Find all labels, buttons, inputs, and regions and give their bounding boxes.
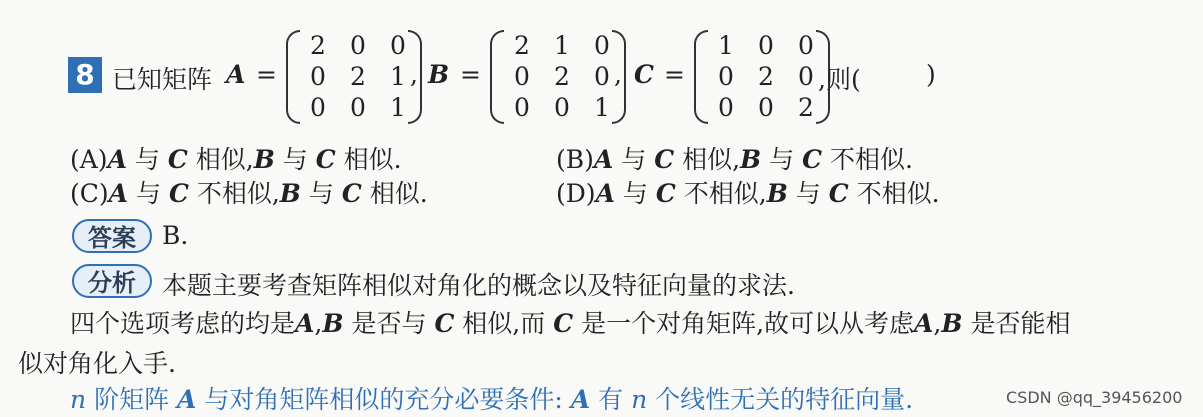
matrix-a-cell: 0 <box>310 62 326 91</box>
option-a-label: (A) <box>70 145 108 174</box>
option-b-var-b: B <box>740 145 762 174</box>
option-b-label: (B) <box>556 145 594 174</box>
analysis-line-4-var-a2: A <box>570 385 591 414</box>
option-b-text-4: 不相似. <box>829 145 913 174</box>
matrix-a-cell: 1 <box>390 93 406 122</box>
option-a-var-c2: C <box>315 145 336 174</box>
analysis-line-4-n: n <box>70 385 87 414</box>
comma-1: , <box>410 60 418 89</box>
matrix-b-cell: 2 <box>554 62 570 91</box>
option-c-text-4: 相似. <box>369 179 428 208</box>
matrix-a-cell: 1 <box>390 62 406 91</box>
problem-close-paren: ) <box>926 60 936 89</box>
analysis-line-2-var-c: C <box>434 309 455 338</box>
equals-a: = <box>256 60 277 89</box>
analysis-line-2-var-a2: A <box>914 309 934 338</box>
analysis-line-4 <box>70 380 913 416</box>
option-c <box>70 174 428 210</box>
analysis-line-2-e: 是否能相 <box>970 309 1071 338</box>
option-d-text-2: 不相似, <box>683 179 767 208</box>
analysis-line-3: 似对角化入手. <box>18 349 176 378</box>
option-d-var-c2: C <box>828 179 849 208</box>
option-b <box>556 140 913 176</box>
option-a-var-a: A <box>107 145 127 174</box>
option-b-text-2: 相似, <box>682 145 741 174</box>
option-b-text-1: 与 <box>621 145 647 174</box>
option-d-var-a: A <box>595 179 615 208</box>
matrix-b-cell: 2 <box>514 31 530 60</box>
matrix-c-cell: 0 <box>718 62 734 91</box>
matrix-c-cell: 0 <box>718 93 734 122</box>
answer-label-pill: 答案 <box>72 219 152 253</box>
matrix-b <box>490 30 626 124</box>
option-a-text-2: 相似, <box>195 145 254 174</box>
watermark: CSDN @qq_39456200 <box>1006 388 1183 407</box>
var-a: A <box>226 60 246 89</box>
option-a <box>70 140 402 176</box>
analysis-line-4-var-a: A <box>177 385 197 414</box>
matrix-b-cell: 0 <box>554 93 570 122</box>
analysis-line-4-d: 个线性无关的特征向量. <box>655 385 914 414</box>
option-c-text-2: 不相似, <box>196 179 280 208</box>
option-c-var-a: A <box>108 179 129 208</box>
analysis-line-2-comma2: , <box>933 309 942 338</box>
option-a-text-1: 与 <box>134 145 160 174</box>
analysis-label-pill: 分析 <box>72 264 152 298</box>
analysis-line-4-c: 有 <box>598 385 624 414</box>
matrix-a-cell: 0 <box>350 31 366 60</box>
matrix-c-cell: 2 <box>758 62 774 91</box>
analysis-line-2-var-b: B <box>322 309 344 338</box>
analysis-line-2-comma: , <box>314 309 323 338</box>
option-b-text-3: 与 <box>769 145 795 174</box>
analysis-line-2-var-a: A <box>295 309 315 338</box>
analysis-line-1: 本题主要考查矩阵相似对角化的概念以及特征向量的求法. <box>162 271 795 300</box>
matrix-b-cell: 0 <box>594 62 610 91</box>
var-c: C <box>634 60 654 89</box>
option-b-var-c2: C <box>802 145 822 174</box>
analysis-line-2-var-b2: B <box>941 309 963 338</box>
analysis-line-2-b: 是否与 <box>351 309 427 338</box>
matrix-c-cell: 0 <box>758 93 774 122</box>
matrix-a-cell: 0 <box>390 31 406 60</box>
matrix-a-cell: 2 <box>310 31 326 60</box>
option-b-var-c: C <box>654 145 675 174</box>
matrix-b-cell: 1 <box>554 31 570 60</box>
analysis-line-2-d: 是一个对角矩阵,故可以从考虑 <box>581 309 915 338</box>
matrix-c-cell: 1 <box>718 31 734 60</box>
equals-c: = <box>664 60 685 89</box>
var-b: B <box>428 60 450 89</box>
option-a-var-b: B <box>253 145 275 174</box>
option-d-text-3: 与 <box>795 179 821 208</box>
option-a-var-c: C <box>167 145 188 174</box>
matrix-a-cell: 2 <box>350 62 366 91</box>
option-d-text-4: 不相似. <box>856 179 940 208</box>
matrix-a-cell: 0 <box>310 93 326 122</box>
option-d-text-1: 与 <box>622 179 648 208</box>
option-d <box>556 174 940 210</box>
matrix-b-cell: 0 <box>514 93 530 122</box>
answer-value: B. <box>162 221 189 250</box>
option-c-label: (C) <box>70 179 109 208</box>
option-c-var-b: B <box>279 179 301 208</box>
option-d-var-b: B <box>766 179 788 208</box>
problem-tail: ,则( <box>818 65 861 94</box>
analysis-line-2-var-c2: C <box>553 309 574 338</box>
analysis-line-4-n2: n <box>631 385 648 414</box>
problem-lead: 已知矩阵 <box>112 65 213 94</box>
analysis-line-4-a: 阶矩阵 <box>94 385 170 414</box>
equals-b: = <box>460 60 481 89</box>
problem-number-badge: 8 <box>68 57 102 93</box>
matrix-b-cell: 0 <box>514 62 530 91</box>
matrix-c-cell: 0 <box>798 31 814 60</box>
matrix-c-cell: 0 <box>758 31 774 60</box>
option-b-var-a: A <box>593 145 614 174</box>
option-a-text-4: 相似. <box>343 145 402 174</box>
matrix-b-cell: 1 <box>594 93 610 122</box>
option-c-var-c: C <box>168 179 189 208</box>
option-d-label: (D) <box>556 179 596 208</box>
analysis-line-2-a: 四个选项考虑的均是 <box>70 309 296 338</box>
matrix-c-cell: 2 <box>798 93 814 122</box>
matrix-a <box>286 30 422 124</box>
matrix-c-cell: 0 <box>798 62 814 91</box>
option-a-text-3: 与 <box>282 145 308 174</box>
option-c-text-1: 与 <box>136 179 162 208</box>
option-d-var-c: C <box>655 179 676 208</box>
analysis-line-2 <box>70 304 1070 340</box>
comma-2: , <box>614 60 622 89</box>
option-c-var-c2: C <box>341 179 362 208</box>
matrix-a-cell: 0 <box>350 93 366 122</box>
analysis-line-4-b: 与对角矩阵相似的充分必要条件: <box>204 385 563 414</box>
matrix-b-cell: 0 <box>594 31 610 60</box>
analysis-line-2-c: 相似,而 <box>462 309 546 338</box>
option-c-text-3: 与 <box>308 179 334 208</box>
matrix-c <box>694 30 830 124</box>
